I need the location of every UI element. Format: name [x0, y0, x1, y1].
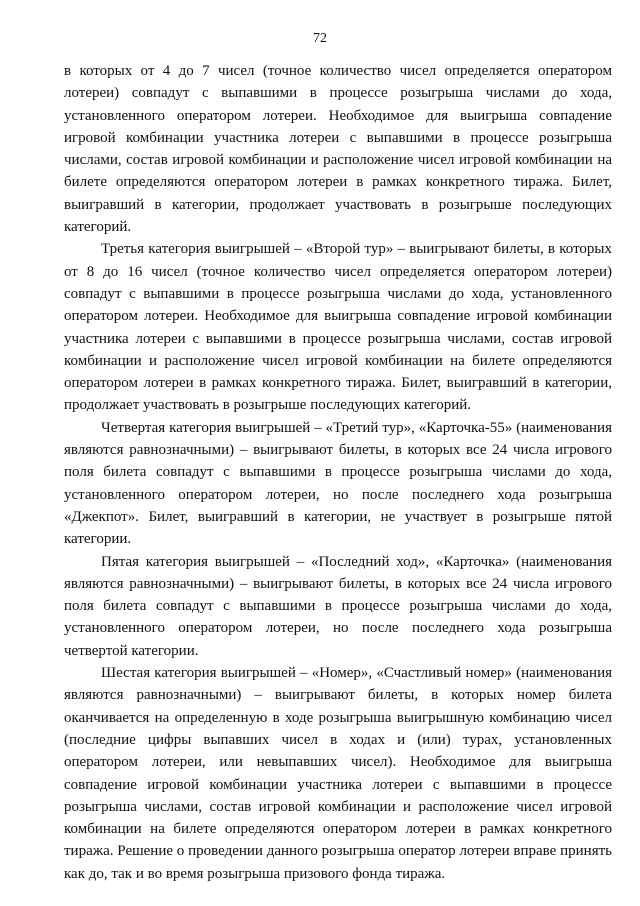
paragraph-fifth-category: Пятая категория выигрышей – «Последний ход», «Карточка» (наименования являются равнозначными) – выигрывают билеты, в которых все 24 числа игрового поля билета совпадут с выпавшими в процессе розыгрыша числами до хода, установленного оператором лотереи, но после последнего хода розыгрыша четвертой категории.: [64, 553, 612, 659]
paragraph-continuation: в которых от 4 до 7 чисел (точное количество чисел определяется оператором лотереи) совпадут с выпавшими в процессе розыгрыша числами до хода, установленного оператором лотереи. Необходимое для выигрыша совпадение игровой комбинации участника лотереи с выпавшими в процессе розыгрыша числами, состав игровой комбинации и расположение чисел игровой комбинации на билете определяются оператором лотереи в рамках конкретного тиража. Билет, выигравший в категории, продолжает участвовать в розыгрыше последующих категорий.: [64, 63, 612, 236]
paragraph-fourth-category: Четвертая категория выигрышей – «Третий тур», «Карточка-55» (наименования являются равнозначными) – выигрывают билеты, в которых все 24 числа игрового поля билета совпадут с выпавшими в процессе розыгрыша числами до хода, установленного оператором лотереи, но после последнего хода розыгрыша «Джекпот». Билет, выигравший в категории, не участвует в розыгрыше пятой категории.: [64, 419, 612, 548]
document-body: [64, 60, 612, 885]
paragraph-third-category: Третья категория выигрышей – «Второй тур» – выигрывают билеты, в которых от 8 до 16 чисел (точное количество чисел определяется оператором лотереи) совпадут с выпавшими в процессе розыгрыша числами до хода, установленного оператором лотереи. Необходимое для выигрыша совпадение игровой комбинации участника лотереи с выпавшими в процессе розыгрыша числами, состав игровой комбинации и расположение чисел игровой комбинации на билете определяются оператором лотереи в рамках конкретного тиража. Билет, выигравший в категории, продолжает участвовать в розыгрыше последующих категорий.: [64, 241, 612, 414]
paragraph-sixth-category: Шестая категория выигрышей – «Номер», «Счастливый номер» (наименования являются равнозначными) – выигрывают билеты, в которых номер билета оканчивается на определенную в ходе розыгрыша выигрышную комбинацию чисел (последние цифры выпавших чисел в ходах и (или) турах, установленных оператором лотереи, или невыпавших чисел). Необходимое для выигрыша совпадение игровой комбинации участника лотереи с выпавшими в процессе розыгрыша числами, состав игровой комбинации и расположение чисел игровой комбинации на билете определяются оператором лотереи в рамках конкретного тиража. Решение о проведении данного розыгрыша оператор лотереи вправе принять как до, так и во время розыгрыша призового фонда тиража.: [64, 665, 612, 882]
page-number: 72: [313, 31, 327, 46]
